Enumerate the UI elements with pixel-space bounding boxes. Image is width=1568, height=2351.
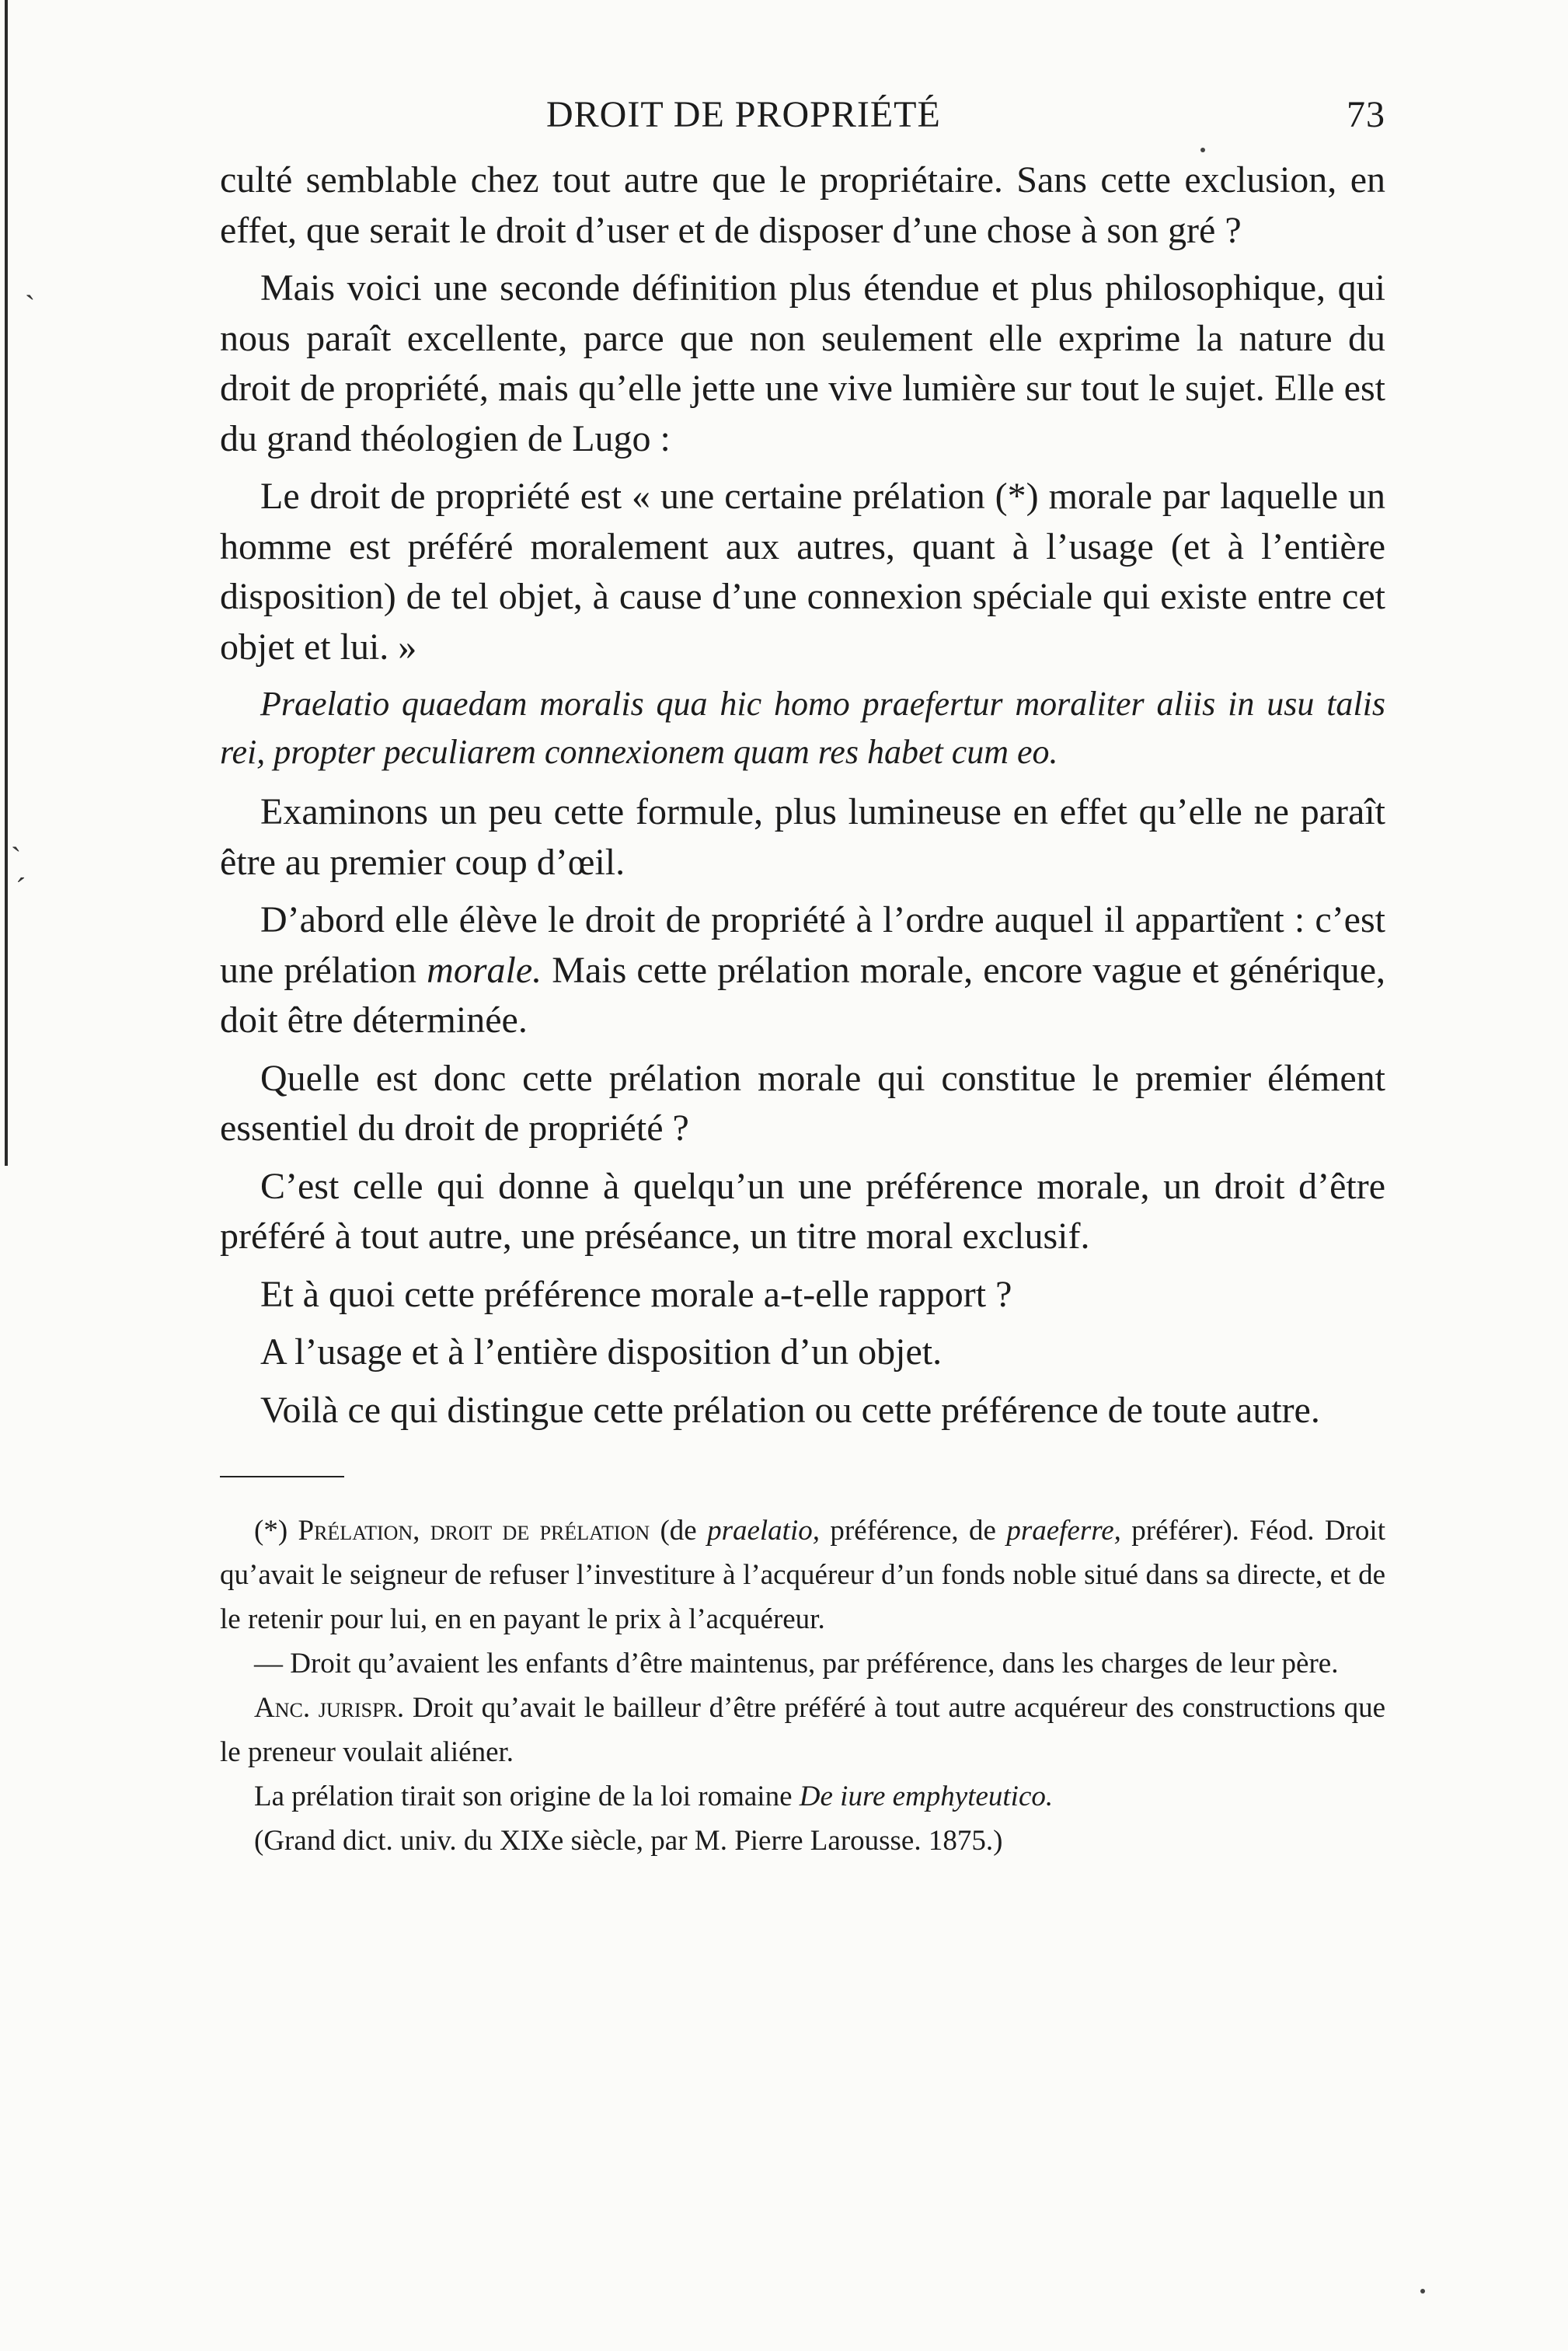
paragraph: C’est celle qui donne à quelqu’un une préférence morale, un droit d’être préféré à tout autre, une préséance, un titre moral exclusif. <box>220 1165 1385 1257</box>
footnote-separator <box>220 1476 344 1477</box>
paragraph <box>220 895 1385 1046</box>
page-title: DROIT DE PROPRIÉTÉ <box>546 94 941 135</box>
binding-edge-line <box>5 0 8 1166</box>
paragraph: Quelle est donc cette prélation morale qui constitue le premier élément essentiel du droit de propriété ? <box>220 1057 1385 1149</box>
footnote-term: Prélation, droit de prélation <box>298 1515 650 1547</box>
emphasis: praeferre, <box>1006 1515 1121 1547</box>
text-run: préférence, de <box>820 1515 1007 1547</box>
margin-mark: ˊ <box>16 871 26 906</box>
paragraph: culté semblable chez tout autre que le propriétaire. Sans cette exclusion, en effet, que serait le droit d’user et de disposer d’une chose à son gré ? <box>220 159 1385 251</box>
speck <box>1420 2289 1425 2293</box>
footnote-marker: (*) <box>254 1515 298 1547</box>
footnote-term: Anc. jurispr. <box>254 1692 405 1724</box>
latin-quotation: Praelatio quaedam moralis qua hic homo praefertur moraliter aliis in usu talis rei, propter peculiarem connexionem quam res habet cum eo. <box>220 685 1385 771</box>
emphasis: De iure emphyteutico. <box>799 1781 1054 1812</box>
paragraph: Et à quoi cette préférence morale a-t-elle rapport ? <box>260 1273 1012 1315</box>
paragraph: A l’usage et à l’entière disposition d’un objet. <box>260 1331 943 1373</box>
paragraph: Voilà ce qui distingue cette prélation ou cette préférence de toute autre. <box>260 1389 1320 1431</box>
paragraph: Mais voici une seconde définition plus étendue et plus philosophique, qui nous paraît excellente, parce que non seulement elle exprime la nature du droit de propriété, mais qu’elle jette une vive lumière sur tout le sujet. Elle est du grand théologien de Lugo : <box>220 267 1385 459</box>
text-run: Droit qu’avait le bailleur d’être préféré à tout autre acquéreur des constructions que le preneur voulait aliéner. <box>220 1692 1385 1768</box>
paragraph: Examinons un peu cette formule, plus lumineuse en effet qu’elle ne paraît être au premier coup d’œil. <box>220 791 1385 883</box>
footnote-citation: (Grand dict. univ. du XIXe siècle, par M. Pierre Larousse. 1875.) <box>254 1825 1003 1857</box>
emphasis: morale. <box>427 949 542 991</box>
running-head <box>220 85 1385 155</box>
page <box>220 85 1385 1863</box>
text-run: D’abord elle élève le droit de propriété à l’ordre auquel il appartient : c’est une prélation <box>220 899 1385 991</box>
footnote <box>220 1774 1385 1819</box>
footnote <box>220 1686 1385 1774</box>
paragraph: Le droit de propriété est « une certaine prélation (*) morale par laquelle un homme est préféré moralement aux autres, quant à l’usage (et à l’entière disposition) de tel objet, à cause d’une connexion spéciale qui existe entre cet objet et lui. » <box>220 476 1385 668</box>
margin-mark: ˎ <box>11 817 22 852</box>
text-run: La prélation tirait son origine de la loi romaine <box>254 1781 800 1812</box>
footnote <box>220 1509 1385 1641</box>
text-run: préférer). Féod. Droit qu’avait le seigneur de refuser l’investiture à l’acquéreur d’un fonds noble situé dans sa directe, et de le retenir pour lui, en en payant le prix à l’acquéreur. <box>220 1515 1385 1635</box>
page-number: 73 <box>1347 94 1385 135</box>
margin-mark: ˏ <box>25 265 36 300</box>
text-run: (de <box>650 1515 708 1547</box>
text-run: Mais cette prélation morale, encore vague et générique, doit être déterminée. <box>220 949 1386 1041</box>
emphasis: praelatio, <box>707 1515 820 1547</box>
footnote: — Droit qu’avaient les enfants d’être maintenus, par préférence, dans les charges de leur père. <box>254 1648 1339 1680</box>
